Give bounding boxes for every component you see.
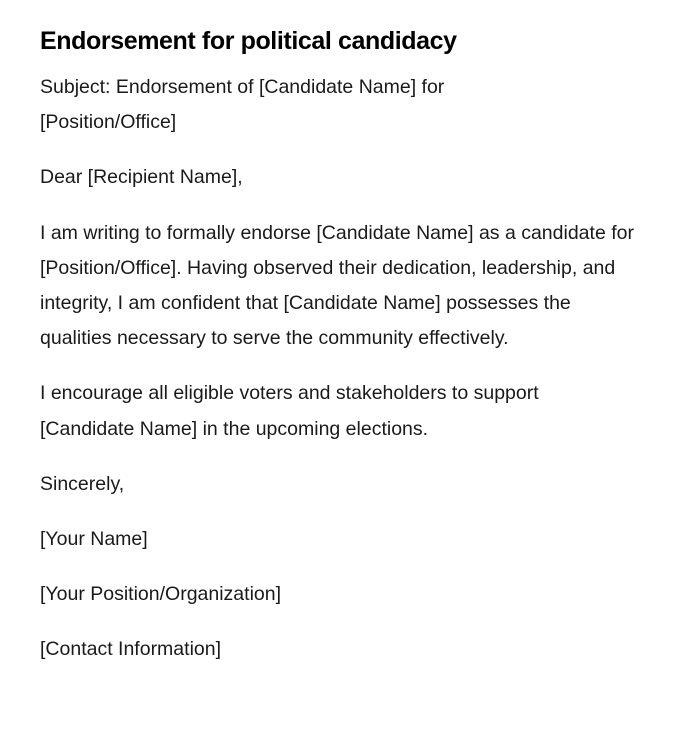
signature-position: [Your Position/Organization] <box>40 583 282 606</box>
body-paragraph-2: I encourage all eligible voters and stakeholders to support [Candidate Name] in the upcoming elections. <box>40 382 539 440</box>
closing: Sincerely, <box>40 472 125 495</box>
salutation: Dear [Recipient Name], <box>40 166 243 189</box>
subject-line: Subject: Endorsement of [Candidate Name] for [Position/Office] <box>40 76 445 134</box>
document-title: Endorsement for political candidacy <box>40 27 457 55</box>
signature-name: [Your Name] <box>40 528 148 551</box>
signature-contact: [Contact Information] <box>40 638 222 661</box>
body-paragraph-1: I am writing to formally endorse [Candidate Name] as a candidate for [Position/Office]. Having observed their dedication, leadership, and integrity, I am confident that [Candidate Name] possesses the qualities necessary to serve the community effectively. <box>40 221 634 350</box>
